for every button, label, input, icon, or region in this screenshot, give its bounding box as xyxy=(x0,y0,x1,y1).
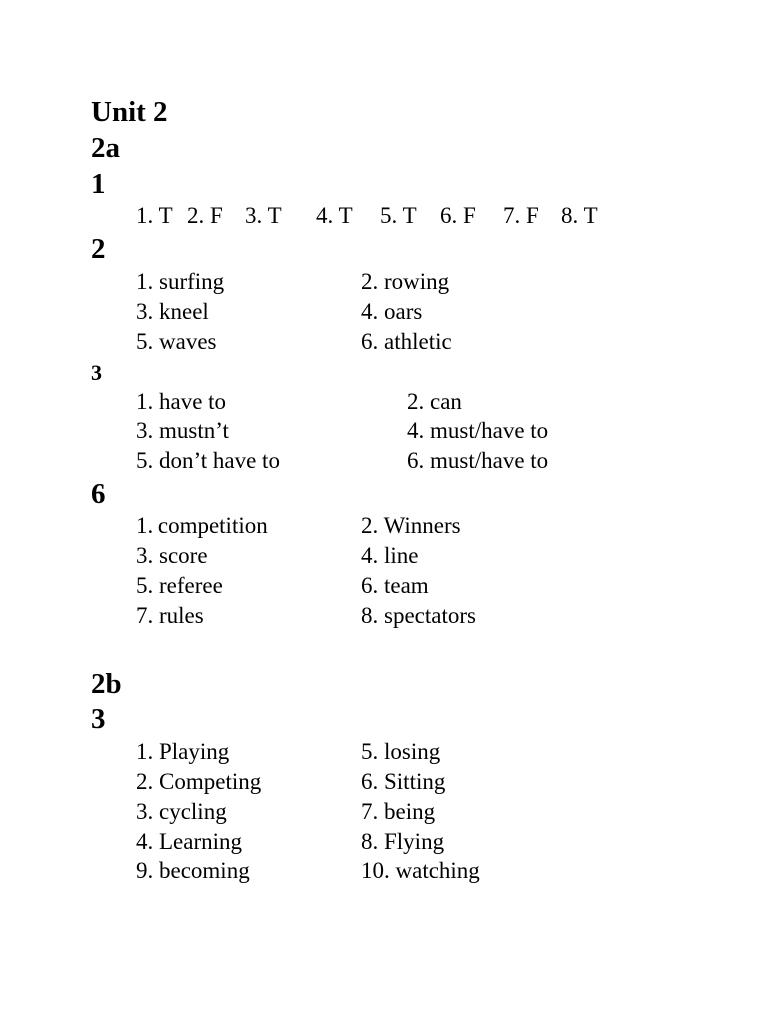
ex6-answer: 2. Winners xyxy=(361,513,461,538)
ex6-answer: 7. rules xyxy=(136,603,204,628)
ex2-answer: 4. oars xyxy=(361,299,423,324)
ex6-answer: 6. team xyxy=(361,573,429,598)
ex1-answer: 1. T xyxy=(136,203,173,228)
exercise-6-number: 6 xyxy=(91,478,106,510)
section-2b-title: 2b xyxy=(91,668,122,700)
ex6-answer: 3. score xyxy=(136,543,208,568)
ex1-answer: 3. T xyxy=(245,203,282,228)
ex3-answer: 1. have to xyxy=(136,389,227,414)
ex1-answer: 7. F xyxy=(503,203,539,228)
ex2b3-answer: 7. being xyxy=(361,799,436,824)
ex2b3-answer: 9. becoming xyxy=(136,858,250,883)
ex6-answer: 4. line xyxy=(361,543,419,568)
ex1-answer: 2. F xyxy=(187,203,223,228)
ex3-answer: 4. must/have to xyxy=(407,418,549,443)
ex2b3-answer: 8. Flying xyxy=(361,829,445,854)
ex2b3-answer: 10. watching xyxy=(361,858,480,883)
ex3-answer: 2. can xyxy=(407,389,462,414)
ex2b3-answer: 6. Sitting xyxy=(361,769,446,794)
exercise-3-number: 3 xyxy=(91,360,102,385)
ex2-answer: 6. athletic xyxy=(361,329,452,354)
section-2a-title: 2a xyxy=(91,132,120,164)
ex3-answer: 6. must/have to xyxy=(407,448,549,473)
ex6-answer: 5. referee xyxy=(136,573,223,598)
ex3-answer: 3. mustn’t xyxy=(136,418,229,443)
ex1-answer: 5. T xyxy=(380,203,417,228)
ex2b3-answer: 1. Playing xyxy=(136,739,230,764)
ex2b3-answer: 3. cycling xyxy=(136,799,227,824)
ex2b3-answer: 2. Competing xyxy=(136,769,262,794)
ex2-answer: 5. waves xyxy=(136,329,217,354)
ex3-answer: 5. don’t have to xyxy=(136,448,280,473)
ex2b3-answer: 4. Learning xyxy=(136,829,243,854)
ex2-answer: 3. kneel xyxy=(136,299,209,324)
ex1-answer: 6. F xyxy=(440,203,476,228)
ex2b3-answer: 5. losing xyxy=(361,739,441,764)
ex1-answer: 8. T xyxy=(561,203,598,228)
ex2-answer: 1. surfing xyxy=(136,269,225,294)
exercise-1-number: 1 xyxy=(91,168,106,200)
unit-title: Unit 2 xyxy=(91,96,168,128)
exercise-2b-3-number: 3 xyxy=(91,703,106,735)
ex2-answer: 2. rowing xyxy=(361,269,450,294)
ex1-answer: 4. T xyxy=(316,203,353,228)
exercise-2-number: 2 xyxy=(91,233,106,265)
ex6-answer: 8. spectators xyxy=(361,603,476,628)
ex6-answer: 1. competition xyxy=(136,513,268,538)
